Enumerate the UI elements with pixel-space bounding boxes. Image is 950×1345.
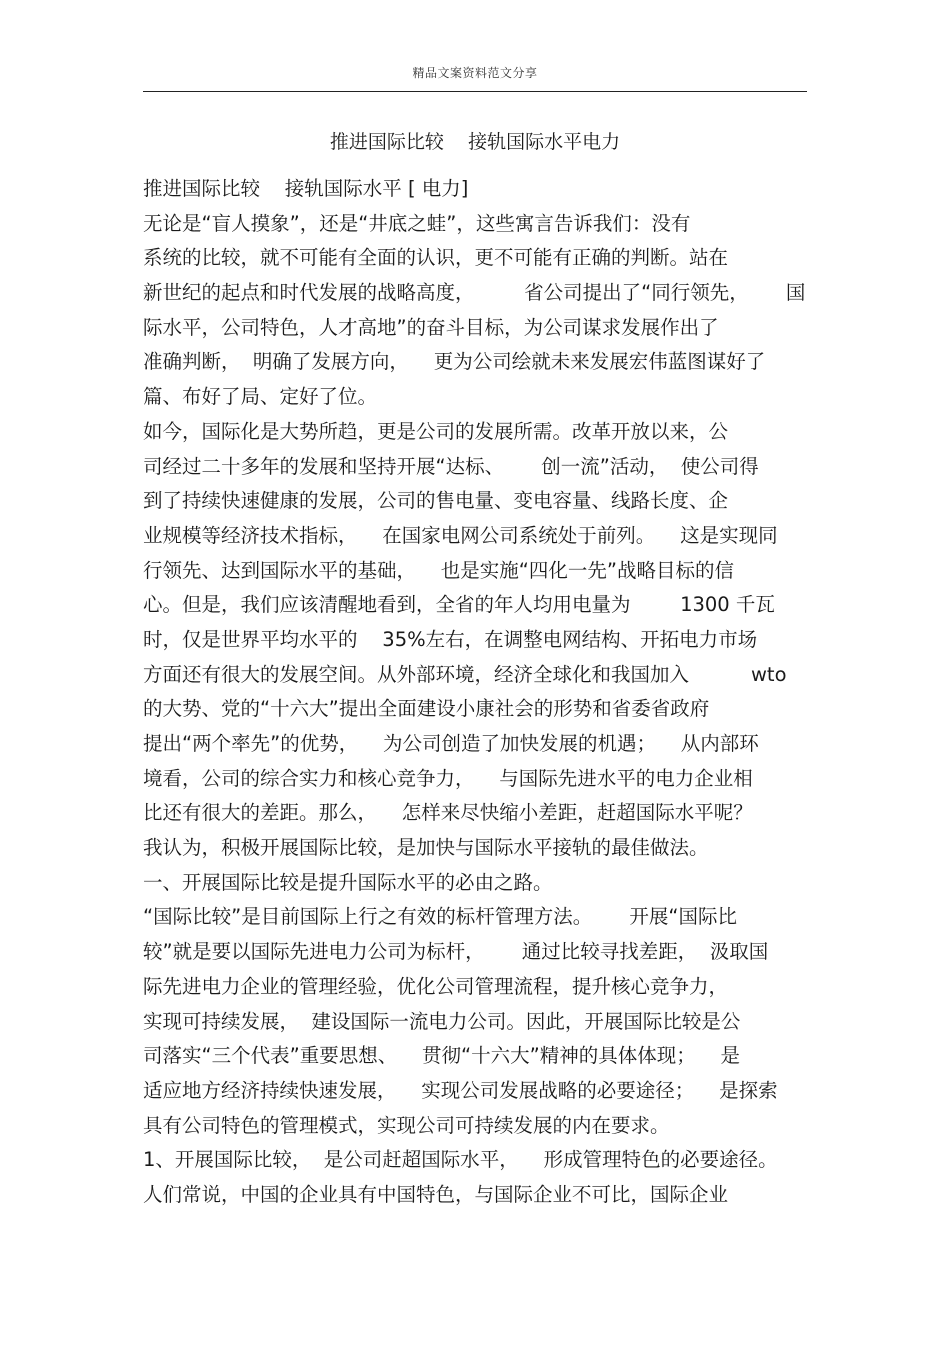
text-line: 无论是“盲人摸象”，还是“井底之蛙”，这些寓言告诉我们：没有 (143, 211, 691, 235)
text-line: 适应地方经济持续快速发展， 实现公司发展战略的必要途径； 是探索 (143, 1078, 778, 1102)
text-line: 比还有很大的差距。那么， 怎样来尽快缩小差距，赶超国际水平呢？ (143, 801, 753, 825)
text-line: 业规模等经济技术指标， 在国家电网公司系统处于前列。 这是实现同 (143, 523, 778, 547)
text-line: 如今，国际化是大势所趋，更是公司的发展所需。改革开放以来，公 (143, 419, 729, 443)
text-line: “国际比较”是目前国际上行之有效的标杆管理方法。 开展“国际比 (143, 905, 737, 929)
text-line: 司落实“三个代表”重要思想、 贯彻“十六大”精神的具体体现； 是 (143, 1044, 740, 1068)
text-line: 人们常说，中国的企业具有中国特色，与国际企业不可比，国际企业 (143, 1182, 729, 1206)
document-title: 推进国际比较 接轨国际水平电力 (329, 131, 621, 153)
text-line: 我认为，积极开展国际比较，是加快与国际水平接轨的最佳做法。 (143, 836, 709, 860)
text-line: 准确判断， 明确了发展方向， 更为公司绘就未来发展宏伟蓝图谋好了 (143, 350, 766, 374)
text-line: 际水平，公司特色，人才高地”的奋斗目标，为公司谋求发展作出了 (143, 315, 719, 339)
text-line: 心。但是，我们应该清醒地看到，全省的年人均用电量为 1300 千瓦 (143, 593, 775, 617)
document-body (143, 172, 807, 1213)
header-divider (143, 91, 807, 92)
text-line: 到了持续快速健康的发展，公司的售电量、变电容量、线路长度、企 (143, 489, 729, 513)
text-line: 提出“两个率先”的优势， 为公司创造了加快发展的机遇； 从内部环 (143, 732, 759, 755)
text-line: 1、开展国际比较， 是公司赶超国际水平， 形成管理特色的必要途径。 (143, 1148, 778, 1172)
page-header: 精品文案资料范文分享 (412, 66, 538, 80)
text-line: 方面还有很大的发展空间。从外部环境，经济全球化和我国加入 wto (143, 662, 787, 686)
text-line: 具有公司特色的管理模式，实现公司可持续发展的内在要求。 (143, 1113, 670, 1137)
text-line: 篇、布好了局、定好了位。 (143, 385, 378, 409)
text-line: 较”就是要以国际先进电力公司为标杆， 通过比较寻找差距， 汲取国 (143, 940, 769, 964)
text-line: 系统的比较，就不可能有全面的认识，更不可能有正确的判断。站在 (143, 246, 729, 270)
text-line: 境看，公司的综合实力和核心竞争力， 与国际先进水平的电力企业相 (143, 766, 753, 790)
text-line: 实现可持续发展， 建设国际一流电力公司。因此，开展国际比较是公 (143, 1009, 741, 1033)
text-line: 际先进电力企业的管理经验，优化公司管理流程，提升核心竞争力， (143, 974, 729, 998)
text-line: 推进国际比较 接轨国际水平 [ 电力] (143, 177, 469, 200)
text-line: 司经过二十多年的发展和坚持开展“达标、 创一流”活动， 使公司得 (143, 454, 759, 478)
text-line: 新世纪的起点和时代发展的战略高度， 省公司提出了“同行领先， 国 (143, 281, 806, 305)
text-line: 一、开展国际比较是提升国际水平的必由之路。 (143, 870, 553, 894)
text-line: 的大势、党的“十六大”提出全面建设小康社会的形势和省委省政府 (143, 697, 710, 721)
text-line: 行领先、达到国际水平的基础， 也是实施“四化一先”战略目标的信 (143, 558, 734, 582)
text-line: 时，仅是世界平均水平的 35%左右，在调整电网结构、开拓电力市场 (143, 627, 758, 651)
